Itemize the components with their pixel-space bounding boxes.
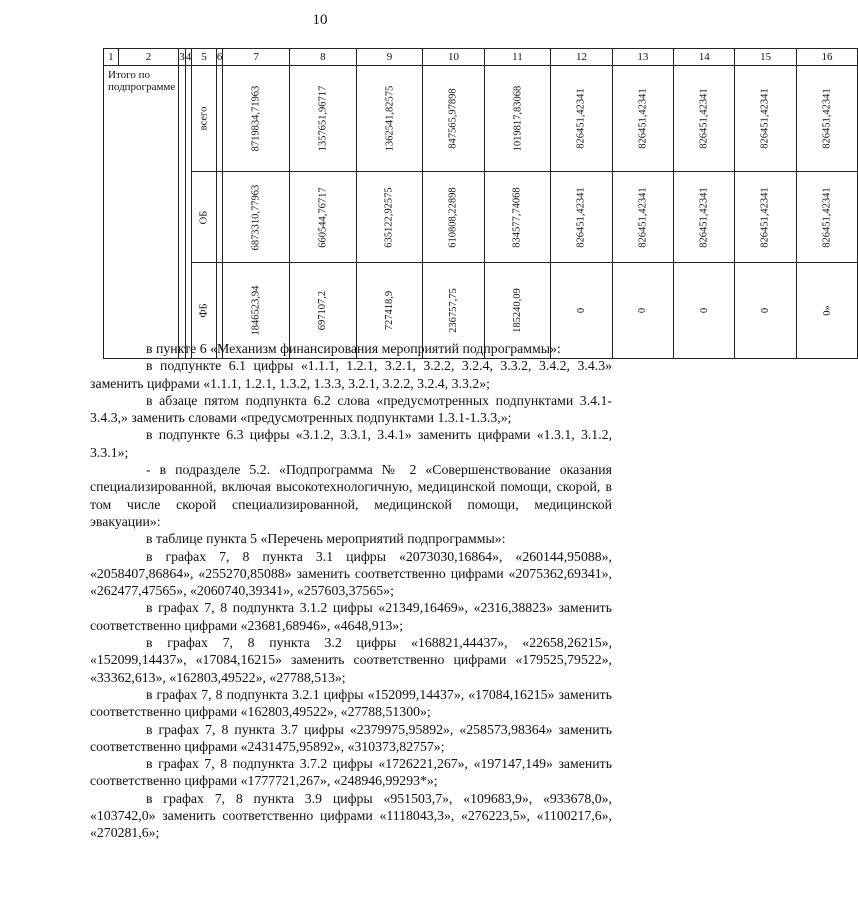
header-cell: 2 xyxy=(118,49,179,66)
value: 6873310,77963 xyxy=(250,184,262,250)
value: 826451,42341 xyxy=(821,186,833,248)
value-cell xyxy=(796,66,857,172)
value: 1362541,82575 xyxy=(383,85,395,152)
value: 610808,22898 xyxy=(447,186,459,248)
value-cell xyxy=(290,172,357,263)
value-cell xyxy=(484,66,551,172)
paragraph: в графах 7, 8 пункта 3.1 цифры «2073030,16864», «260144,95088», «2058407,86864», «255270,85088» заменить соответственно цифрами «2075362,69341», «262477,47565», «2060740,39341», «257603,37565»; xyxy=(90,548,612,599)
value: 826451,42341 xyxy=(698,88,710,149)
value-cell xyxy=(551,66,612,172)
value-cell xyxy=(612,263,673,359)
value: 1846523,94 xyxy=(250,285,262,336)
value: 0 xyxy=(575,307,587,314)
paragraph: в графах 7, 8 пункта 3.9 цифры «951503,7», «109683,9», «933678,0», «103742,0» заменить соответственно цифрами «1118043,3», «276223,5», «1100217,6», «270281,6»; xyxy=(90,790,612,841)
value: 1357651,96717 xyxy=(317,85,329,152)
value-cell xyxy=(612,66,673,172)
paragraph: в графах 7, 8 пункта 3.7 цифры «2379975,95892», «258573,98364» заменить соответственно цифрами «2431475,95892», «310373,82757»; xyxy=(90,721,612,754)
document-body xyxy=(90,340,612,842)
value-cell xyxy=(484,172,551,263)
value: 236757,75 xyxy=(447,288,459,333)
header-cell: 11 xyxy=(484,49,551,66)
value-cell xyxy=(551,172,612,263)
header-cell: 8 xyxy=(290,49,357,66)
header-cell: 13 xyxy=(612,49,673,66)
value: 697107,2 xyxy=(317,290,329,331)
value-cell xyxy=(735,263,796,359)
value-cell xyxy=(423,172,484,263)
header-cell: 1 xyxy=(104,49,119,66)
paragraph: в графах 7, 8 подпункта 3.7.2 цифры «1726221,267», «197147,149» заменить соответственно цифрами «1777721,267», «248946,99293*»; xyxy=(90,756,612,789)
value: 847565,97898 xyxy=(447,88,459,149)
value-cell xyxy=(223,172,290,263)
value-cell xyxy=(735,66,796,172)
value-cell xyxy=(674,172,735,263)
paragraph: в подпункте 6.3 цифры «3.1.2, 3.3.1, 3.4.1» заменить цифрами «1.3.1, 3.1.2, 3.3.1»; xyxy=(90,427,612,460)
value: 185240,09 xyxy=(511,288,523,333)
funding-source-cell xyxy=(192,172,217,263)
value: 727418,9 xyxy=(383,290,395,331)
value: 0 xyxy=(637,307,649,314)
financing-table xyxy=(103,48,858,359)
header-cell: 15 xyxy=(735,49,796,66)
table-row-total xyxy=(104,66,858,172)
funding-source-label: ОБ xyxy=(198,210,210,224)
value-cell xyxy=(223,66,290,172)
header-cell: 16 xyxy=(796,49,857,66)
value-cell xyxy=(796,172,857,263)
header-cell: 9 xyxy=(356,49,423,66)
header-cell: 6 xyxy=(216,49,223,66)
value-cell xyxy=(356,172,423,263)
header-cell: 5 xyxy=(192,49,217,66)
value: 635122,92575 xyxy=(383,186,395,248)
value-cell xyxy=(735,172,796,263)
table-row-ob xyxy=(104,172,858,263)
value: 826451,42341 xyxy=(698,186,710,248)
paragraph: в графах 7, 8 пункта 3.2 цифры «168821,44437», «22658,26215», «152099,14437», «17084,16215» заменить соответственно цифрами «179525,79522», «33362,613», «162803,49522», «27788,513»; xyxy=(90,635,612,685)
value: 826451,42341 xyxy=(760,88,772,149)
value: 826451,42341 xyxy=(575,186,587,248)
funding-source-label: ФБ xyxy=(198,303,210,318)
funding-source-cell xyxy=(192,66,217,172)
value-cell xyxy=(290,66,357,172)
value: 826451,42341 xyxy=(575,88,587,149)
value-cell xyxy=(356,66,423,172)
row-title: Итого по подпрограмме xyxy=(104,66,179,359)
value: 826451,42341 xyxy=(637,186,649,248)
value-cell xyxy=(423,66,484,172)
value-cell xyxy=(674,263,735,359)
header-cell: 12 xyxy=(551,49,612,66)
header-cell: 4 xyxy=(185,49,192,66)
page-number: 10 xyxy=(312,12,328,28)
header-cell: 14 xyxy=(674,49,735,66)
value-cell xyxy=(674,66,735,172)
header-cell: 3 xyxy=(179,49,186,66)
paragraph: в таблице пункта 5 «Перечень мероприятий подпрограммы»: xyxy=(146,531,506,547)
paragraph: в подпункте 6.1 цифры «1.1.1, 1.2.1, 3.2.1, 3.2.2, 3.2.4, 3.3.2, 3.4.2, 3.4.3» заменить цифрами «1.1.1, 1.2.1, 1.3.2, 1.3.3, 3.2.1, 3.2.2, 3.2.4, 3.3.2»; xyxy=(90,358,612,391)
table-header-row xyxy=(104,49,858,66)
paragraph: в графах 7, 8 подпункта 3.1.2 цифры «21349,16469», «2316,38823» заменить соответственно цифрами «23681,68946», «4648,913»; xyxy=(90,600,612,633)
paragraph: в пункте 6 «Механизм финансирования мероприятий подпрограммы»: xyxy=(146,341,561,356)
value: 826451,42341 xyxy=(760,186,772,248)
header-cell: 10 xyxy=(423,49,484,66)
value: 8719834,71963 xyxy=(250,85,262,152)
paragraph: в абзаце пятом подпункта 6.2 слова «предусмотренных подпунктами 3.4.1-3.4.3,» заменить словами «предусмотренных подпунктами 1.3.1-1.3.3,»; xyxy=(90,392,612,426)
value-cell xyxy=(796,263,857,359)
value: 826451,42341 xyxy=(821,88,833,149)
funding-source-label: всего xyxy=(198,106,210,131)
value: 0 xyxy=(760,307,772,314)
header-cell: 7 xyxy=(223,49,290,66)
value: 0 xyxy=(698,307,710,314)
value: 826451,42341 xyxy=(637,88,649,149)
value: 0» xyxy=(821,305,833,316)
paragraph: в графах 7, 8 подпункта 3.2.1 цифры «152099,14437», «17084,16215» заменить соответственно цифрами «162803,49522», «27788,51300»; xyxy=(90,686,612,720)
value-cell xyxy=(612,172,673,263)
value: 1019817,83068 xyxy=(511,85,523,152)
paragraph: - в подразделе 5.2. «Подпрограмма № 2 «Совершенствование оказания специализированной, включая высокотехнологичную, медицинской помощи, скорой, в том числе скорой специализированной, медицинской помощи, медицинской эвакуации»: xyxy=(90,462,612,529)
value: 834577,74068 xyxy=(511,186,523,248)
value: 660544,76717 xyxy=(317,186,329,248)
